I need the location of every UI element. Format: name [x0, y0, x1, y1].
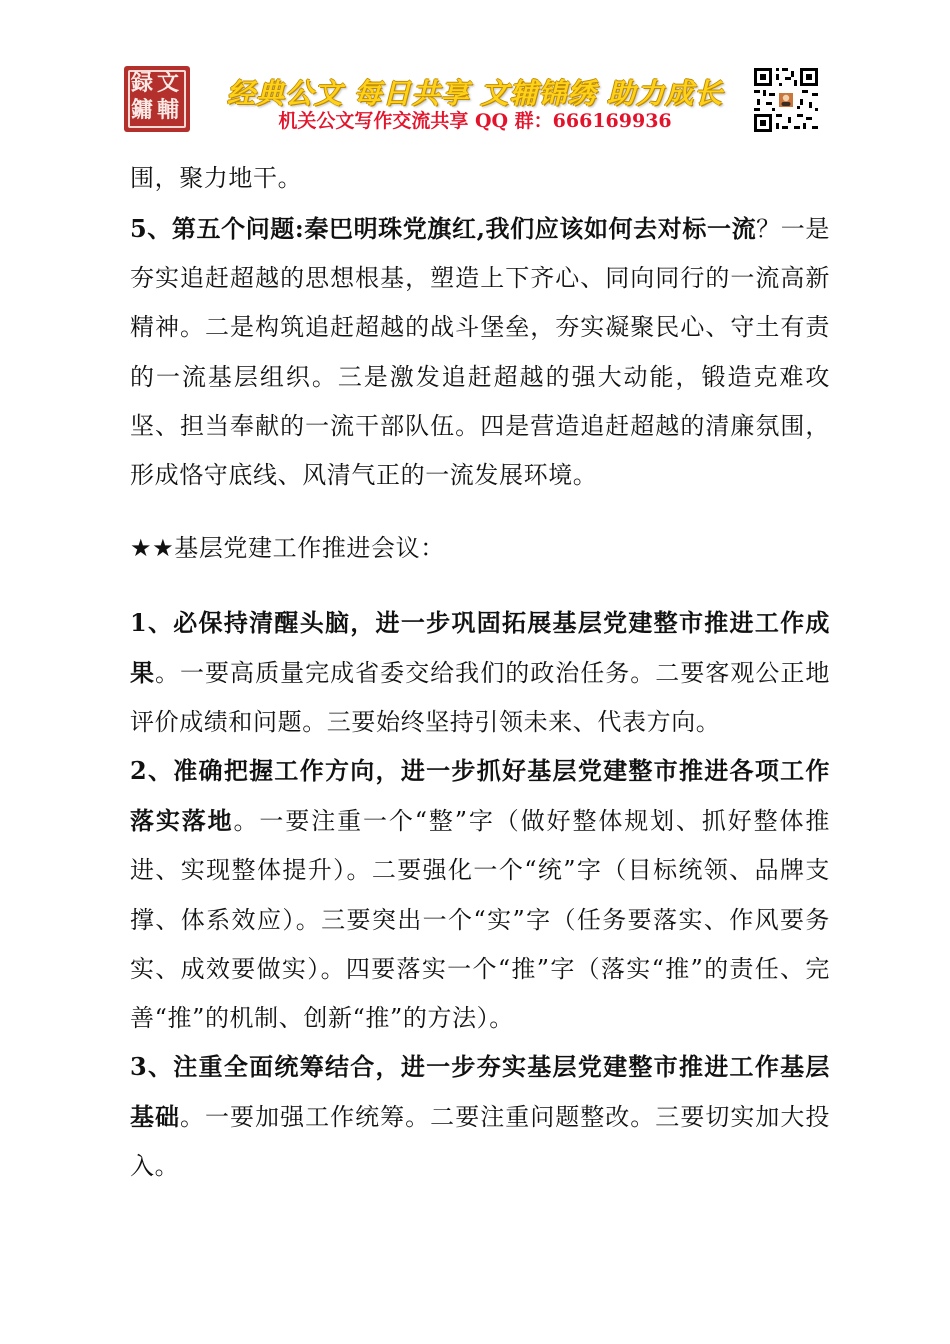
item-1-text: 。一要高质量完成省委交给我们的政治任务。二要客观公正地评价成绩和问题。三要始终坚持引领未来、代表方向。 [130, 659, 830, 737]
seal-char: 文 [156, 70, 179, 96]
item-3-lead: 3、注重全面统筹结合，进一步夯实基层党建整市推进工作基层基础 [130, 1052, 830, 1132]
item-1-lead: 1、必保持清醒头脑，进一步巩固拓展基层党建整市推进工作成果 [130, 608, 830, 688]
paragraph-intro-tail [130, 154, 830, 203]
paragraph-item-3 [130, 1042, 830, 1192]
intro-tail-text: 围，聚力地干。 [130, 164, 303, 192]
item-5-lead: 5、第五个问题:秦巴明珠党旗红,我们应该如何去对标一流 [130, 214, 757, 243]
section-heading [130, 524, 830, 573]
paragraph-item-2 [130, 746, 830, 1043]
header-slogan: 经典公文 每日共享 文辅锦绣 助力成长 [226, 77, 724, 110]
logo-seal [124, 66, 190, 132]
qr-code-icon [752, 66, 820, 134]
item-2-text: 。一要注重一个“整”字（做好整体规划、抓好整体推进、实现整体提升）。二要强化一个“统”字（目标统领、品牌支撑、体系效应）。三要突出一个“实”字（任务要落实、作风要务实、成效要做实）。四要落实一个“推”字（落实“推”的责任、完善“推”的机制、创新“推”的方法）。 [130, 807, 831, 1033]
item-2-lead: 2、准确把握工作方向，进一步抓好基层党建整市推进各项工作落实落地 [130, 756, 830, 836]
seal-char: 輔 [156, 97, 179, 123]
paragraph-item-5 [130, 204, 830, 500]
header-qq-group: 机关公文写作交流共享 QQ 群：666169936 [278, 110, 672, 132]
section-heading-text: ★★基层党建工作推进会议： [130, 534, 445, 562]
paragraph-item-1 [130, 598, 830, 748]
seal-char: 録 [130, 70, 153, 96]
item-5-text: ？一是夯实追赶超越的思想根基，塑造上下齐心、同向同行的一流高新精神。二是构筑追赶超越的战斗堡垒，夯实凝聚民心、守土有责的一流基层组织。三是激发追赶超越的强大动能，锻造克难攻坚、担当奉献的一流干部队伍。四是营造追赶超越的清廉氛围，形成恪守底线、风清气正的一流发展环境。 [130, 215, 830, 490]
seal-char: 鏞 [130, 97, 153, 123]
item-3-text: 。一要加强工作统筹。二要注重问题整改。三要切实加大投入。 [130, 1103, 830, 1181]
